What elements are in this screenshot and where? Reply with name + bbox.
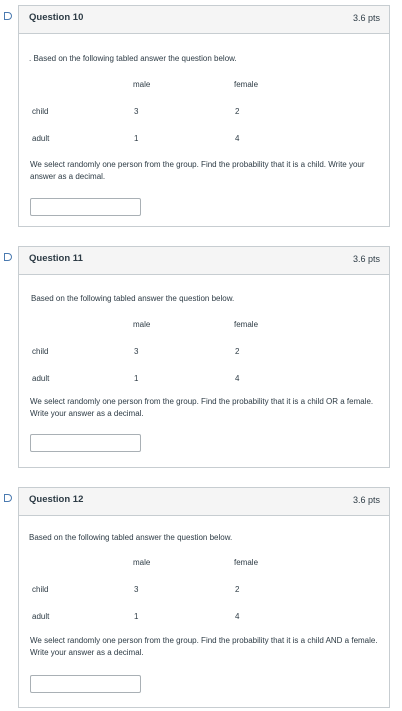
cell-child-female: 2 bbox=[235, 347, 240, 356]
question-header bbox=[19, 6, 389, 34]
question-card-10 bbox=[18, 5, 390, 227]
question-text: We select randomly one person from the group. Find the probability that it is a child OR a female. Write your answer as a decimal. bbox=[30, 397, 374, 418]
row-label-child: child bbox=[32, 585, 49, 594]
row-label-child: child bbox=[32, 107, 49, 116]
col-header-female: female bbox=[234, 80, 259, 89]
cell-adult-female: 4 bbox=[235, 374, 240, 383]
row-label-adult: adult bbox=[32, 374, 50, 383]
col-header-female: female bbox=[234, 320, 259, 329]
col-header-male: male bbox=[133, 320, 151, 329]
question-header bbox=[19, 247, 389, 275]
answer-input[interactable] bbox=[30, 198, 141, 216]
row-label-child: child bbox=[32, 347, 49, 356]
question-prompt: Based on the following tabled answer the question below. bbox=[29, 533, 233, 542]
question-points: 3.6 pts bbox=[352, 13, 380, 23]
cell-adult-male: 1 bbox=[134, 374, 139, 383]
question-card-12 bbox=[18, 487, 390, 708]
answer-input[interactable] bbox=[30, 434, 141, 452]
cell-child-female: 2 bbox=[235, 107, 240, 116]
row-label-adult: adult bbox=[32, 134, 50, 143]
cell-adult-male: 1 bbox=[134, 134, 139, 143]
cell-child-female: 2 bbox=[235, 585, 240, 594]
question-points: 3.6 pts bbox=[352, 254, 380, 264]
question-prompt: Based on the following tabled answer the question below. bbox=[31, 294, 235, 303]
cell-child-male: 3 bbox=[134, 347, 139, 356]
question-header bbox=[19, 488, 389, 516]
cell-child-male: 3 bbox=[134, 585, 139, 594]
question-prompt: . Based on the following tabled answer the question below. bbox=[29, 54, 237, 63]
question-text: We select randomly one person from the group. Find the probability that it is a child AND a female. Write your answer as a decimal. bbox=[30, 636, 378, 657]
cell-child-male: 3 bbox=[134, 107, 139, 116]
answer-input[interactable] bbox=[30, 675, 141, 693]
question-card-11 bbox=[18, 246, 390, 468]
question-title: Question 11 bbox=[29, 253, 83, 264]
flag-question-icon[interactable] bbox=[4, 253, 12, 261]
flag-question-icon[interactable] bbox=[4, 494, 12, 502]
question-text: We select randomly one person from the group. Find the probability that it is a child. Write your answer as a decimal. bbox=[30, 160, 365, 181]
col-header-male: male bbox=[133, 80, 151, 89]
row-label-adult: adult bbox=[32, 612, 50, 621]
col-header-male: male bbox=[133, 558, 151, 567]
question-points: 3.6 pts bbox=[352, 495, 380, 505]
flag-question-icon[interactable] bbox=[4, 12, 12, 20]
question-title: Question 12 bbox=[29, 494, 84, 505]
cell-adult-female: 4 bbox=[235, 134, 240, 143]
cell-adult-female: 4 bbox=[235, 612, 240, 621]
col-header-female: female bbox=[234, 558, 259, 567]
question-title: Question 10 bbox=[29, 12, 84, 23]
cell-adult-male: 1 bbox=[134, 612, 139, 621]
